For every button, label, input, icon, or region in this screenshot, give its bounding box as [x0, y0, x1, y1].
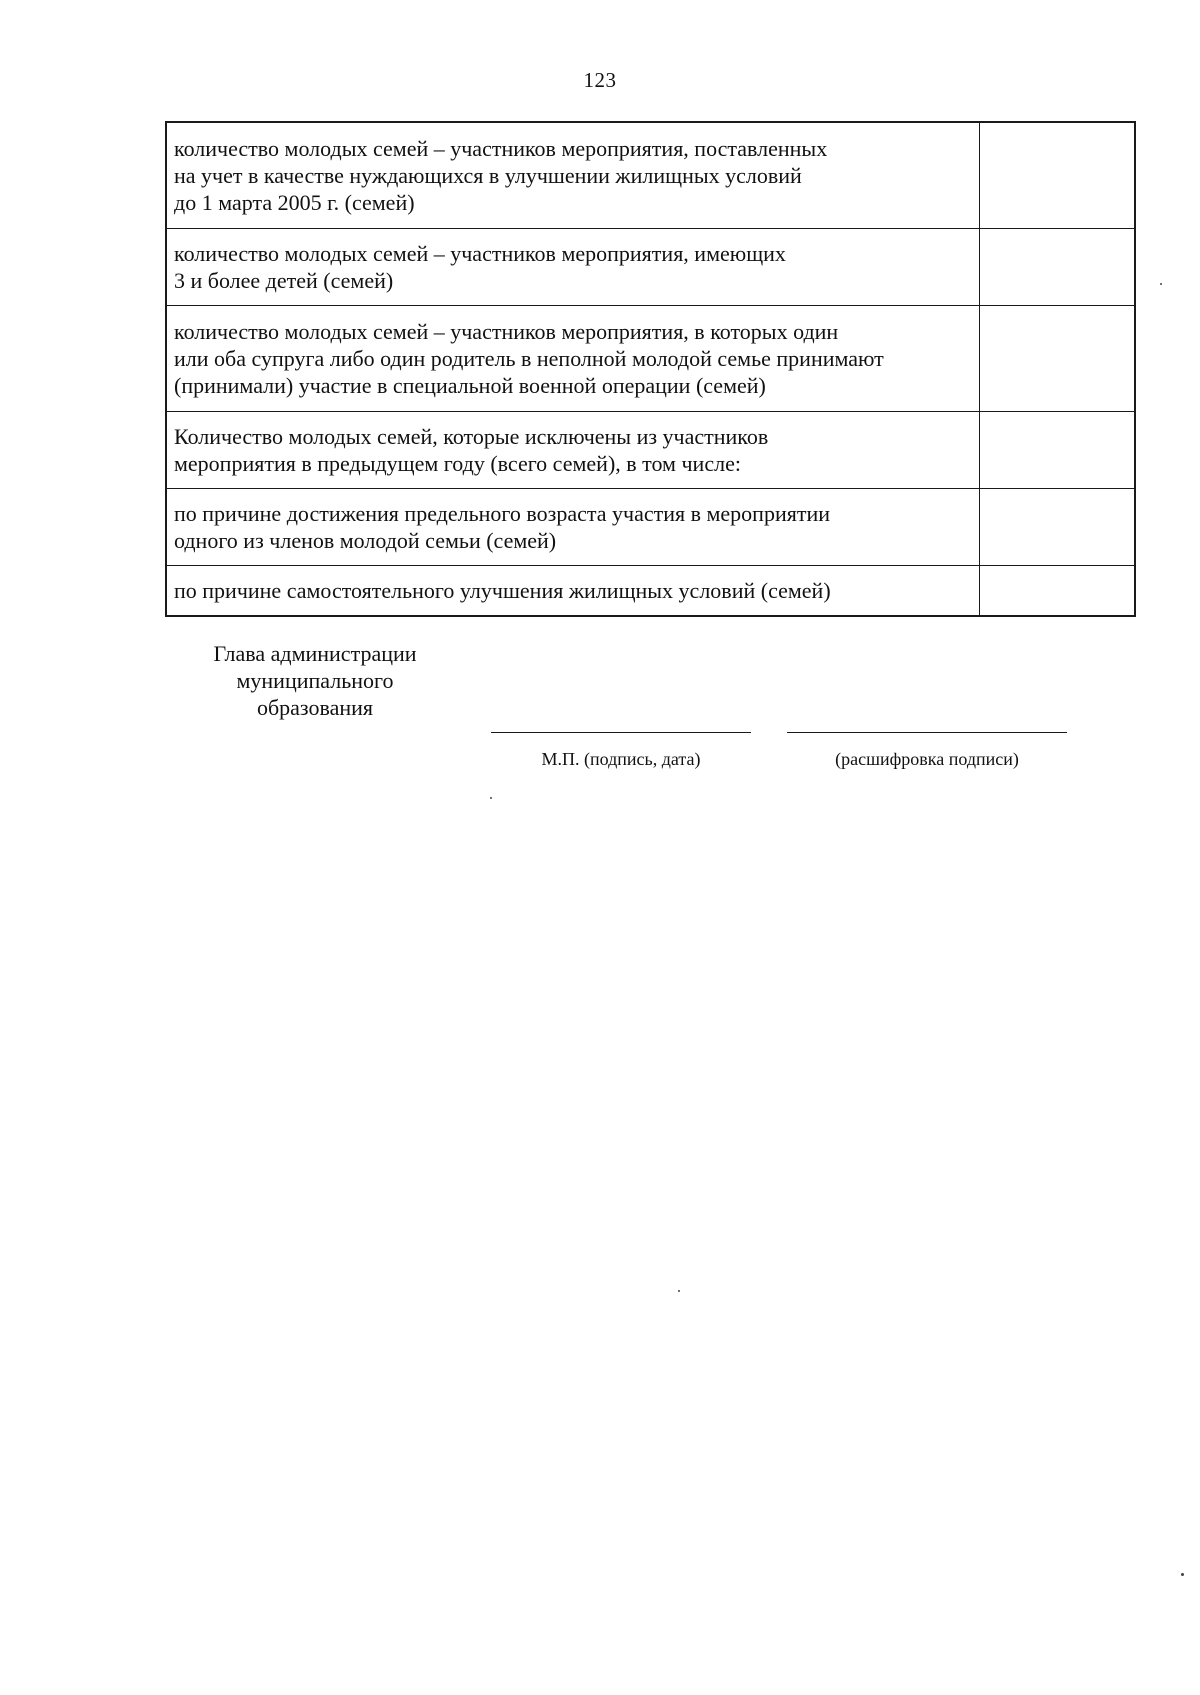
- row-label: Количество молодых семей, которые исключены из участников мероприятия в предыдущем году (всего семей), в том числе:: [166, 412, 980, 489]
- scan-speck: [1160, 283, 1162, 285]
- scan-speck: [490, 797, 492, 799]
- row-label: количество молодых семей – участников мероприятия, в которых один или оба супруга либо один родитель в неполной молодой семье принимают (принимали) участие в специальной военной операции (семей): [166, 306, 980, 412]
- signature-decode-line: [787, 732, 1067, 733]
- report-table: [165, 121, 1136, 617]
- row-value: [980, 566, 1136, 617]
- scan-speck: [678, 1290, 680, 1292]
- row-label: количество молодых семей – участников мероприятия, имеющих 3 и более детей (семей): [166, 229, 980, 306]
- scan-speck: [1181, 1573, 1184, 1576]
- table-row: [166, 229, 1135, 306]
- signatory-title: Глава администрации муниципального образования: [213, 641, 417, 720]
- signature-caption: М.П. (подпись, дата): [541, 749, 701, 769]
- row-value: [980, 122, 1136, 229]
- row-value: [980, 229, 1136, 306]
- row-label: по причине достижения предельного возраста участия в мероприятии одного из членов молодой семьи (семей): [166, 489, 980, 566]
- signature-line: [491, 732, 751, 733]
- table-row: [166, 122, 1135, 229]
- row-value: [980, 412, 1136, 489]
- row-label: количество молодых семей – участников мероприятия, поставленных на учет в качестве нуждающихся в улучшении жилищных условий до 1 марта 2005 г. (семей): [166, 122, 980, 229]
- row-value: [980, 306, 1136, 412]
- row-label: по причине самостоятельного улучшения жилищных условий (семей): [166, 566, 980, 617]
- row-value: [980, 489, 1136, 566]
- table-row: [166, 566, 1135, 617]
- table-row: [166, 412, 1135, 489]
- signature-decode-caption: (расшифровка подписи): [835, 749, 1019, 769]
- table-row: [166, 489, 1135, 566]
- table-row: [166, 306, 1135, 412]
- page-number: 123: [583, 68, 617, 92]
